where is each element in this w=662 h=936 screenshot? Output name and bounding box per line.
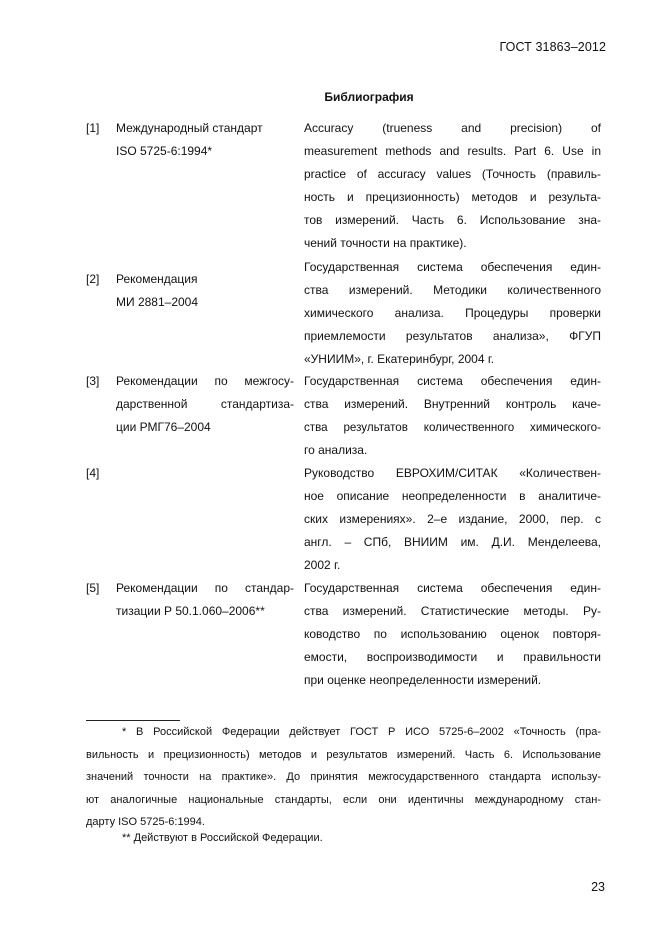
desc-line: measurement methods and results. Part 6. Use in <box>304 144 601 158</box>
entry-number: [3] <box>86 374 100 388</box>
footnote-line: вильность и прецизионность) методов и результатов измерений. Часть 6. Использование <box>86 748 601 761</box>
source-line: тизации Р 50.1.060–2006** <box>116 604 265 618</box>
document-header: ГОСТ 31863–2012 <box>499 40 606 54</box>
desc-line: ное описание неопределенности в аналитиче- <box>304 489 601 503</box>
desc-line: ководство по использованию оценок повторя- <box>304 627 601 641</box>
source-line: ции РМГ76–2004 <box>116 420 211 434</box>
footnote-line: ют аналогичные национальные стандарты, если они идентичны международному стан- <box>86 793 601 806</box>
footnote-2 <box>86 827 601 850</box>
entry-number: [5] <box>86 581 100 595</box>
entry-source <box>116 577 294 623</box>
desc-line: 2002 г. <box>304 558 341 572</box>
entry-source <box>116 370 294 439</box>
source-line: Рекомендации по межгосу- <box>116 374 294 388</box>
desc-line: ства измерений. Статистические методы. Ру- <box>304 604 601 618</box>
desc-line: Государственная система обеспечения един- <box>304 260 601 274</box>
desc-line: ства результатов количественного химического- <box>304 421 601 434</box>
entry-description <box>304 370 601 462</box>
source-line: ISO 5725-6:1994* <box>116 144 213 158</box>
desc-line: Государственная система обеспечения един- <box>304 374 601 388</box>
footnote-line: значений точности на практике». До принятия межгосударственного стандарта использу- <box>86 771 601 783</box>
desc-line: тов измерений. Часть 6. Использование зна- <box>304 213 601 227</box>
entry-description <box>304 256 601 371</box>
desc-line: химического анализа. Процедуры проверки <box>304 306 601 320</box>
desc-line: practice of accuracy values (Точность (правиль- <box>304 167 601 181</box>
entry-number: [1] <box>86 121 100 135</box>
footnote-line: дарту ISO 5725-6:1994. <box>86 816 205 828</box>
source-line: Международный стандарт <box>116 121 263 135</box>
desc-line: ства измерений. Методики количественного <box>304 283 601 297</box>
desc-line: ских измерениях». 2–е издание, 2000, пер. с <box>304 512 601 526</box>
entry-number: [4] <box>86 466 100 480</box>
entry-description <box>304 577 601 692</box>
desc-line: чений точности на практике). <box>304 236 467 250</box>
source-line: МИ 2881–2004 <box>116 295 199 309</box>
entry-source <box>116 117 294 163</box>
desc-line: при оценке неопределенности измерений. <box>304 673 542 687</box>
page-number: 23 <box>591 880 605 894</box>
entry-source <box>116 268 294 314</box>
desc-line: Государственная система обеспечения един- <box>304 581 601 595</box>
desc-line: ность и прецизионность) методов и результа- <box>304 190 601 204</box>
desc-line: англ. – СПб, ВНИИМ им. Д.И. Менделеева, <box>304 535 601 549</box>
desc-line: Accuracy (trueness and precision) of <box>304 121 601 135</box>
desc-line: емости, воспроизводимости и правильности <box>304 650 601 664</box>
desc-line: приемлемости результатов анализа», ФГУП <box>304 329 601 343</box>
bibliography-title: Библиография <box>324 90 414 104</box>
entry-description <box>304 117 601 255</box>
entry-description <box>304 462 601 577</box>
source-line: Рекомендация <box>116 272 198 286</box>
desc-line: «УНИИМ», г. Екатеринбург, 2004 г. <box>304 352 495 366</box>
entry-number: [2] <box>86 272 100 286</box>
source-line: Рекомендации по стандар- <box>116 581 294 595</box>
source-line: дарственной стандартиза- <box>116 397 294 411</box>
desc-line: го анализа. <box>304 443 368 457</box>
desc-line: Руководство ЕВРОХИМ/СИТАК «Количествен- <box>304 466 601 480</box>
footnote-line: * В Российской Федерации действует ГОСТ Р ИСО 5725-6–2002 «Точность (пра- <box>122 726 601 738</box>
desc-line: ства измерений. Внутренний контроль каче- <box>304 397 601 411</box>
footnote-line: ** Действуют в Российской Федерации. <box>122 832 323 844</box>
footnote-1 <box>86 721 601 834</box>
